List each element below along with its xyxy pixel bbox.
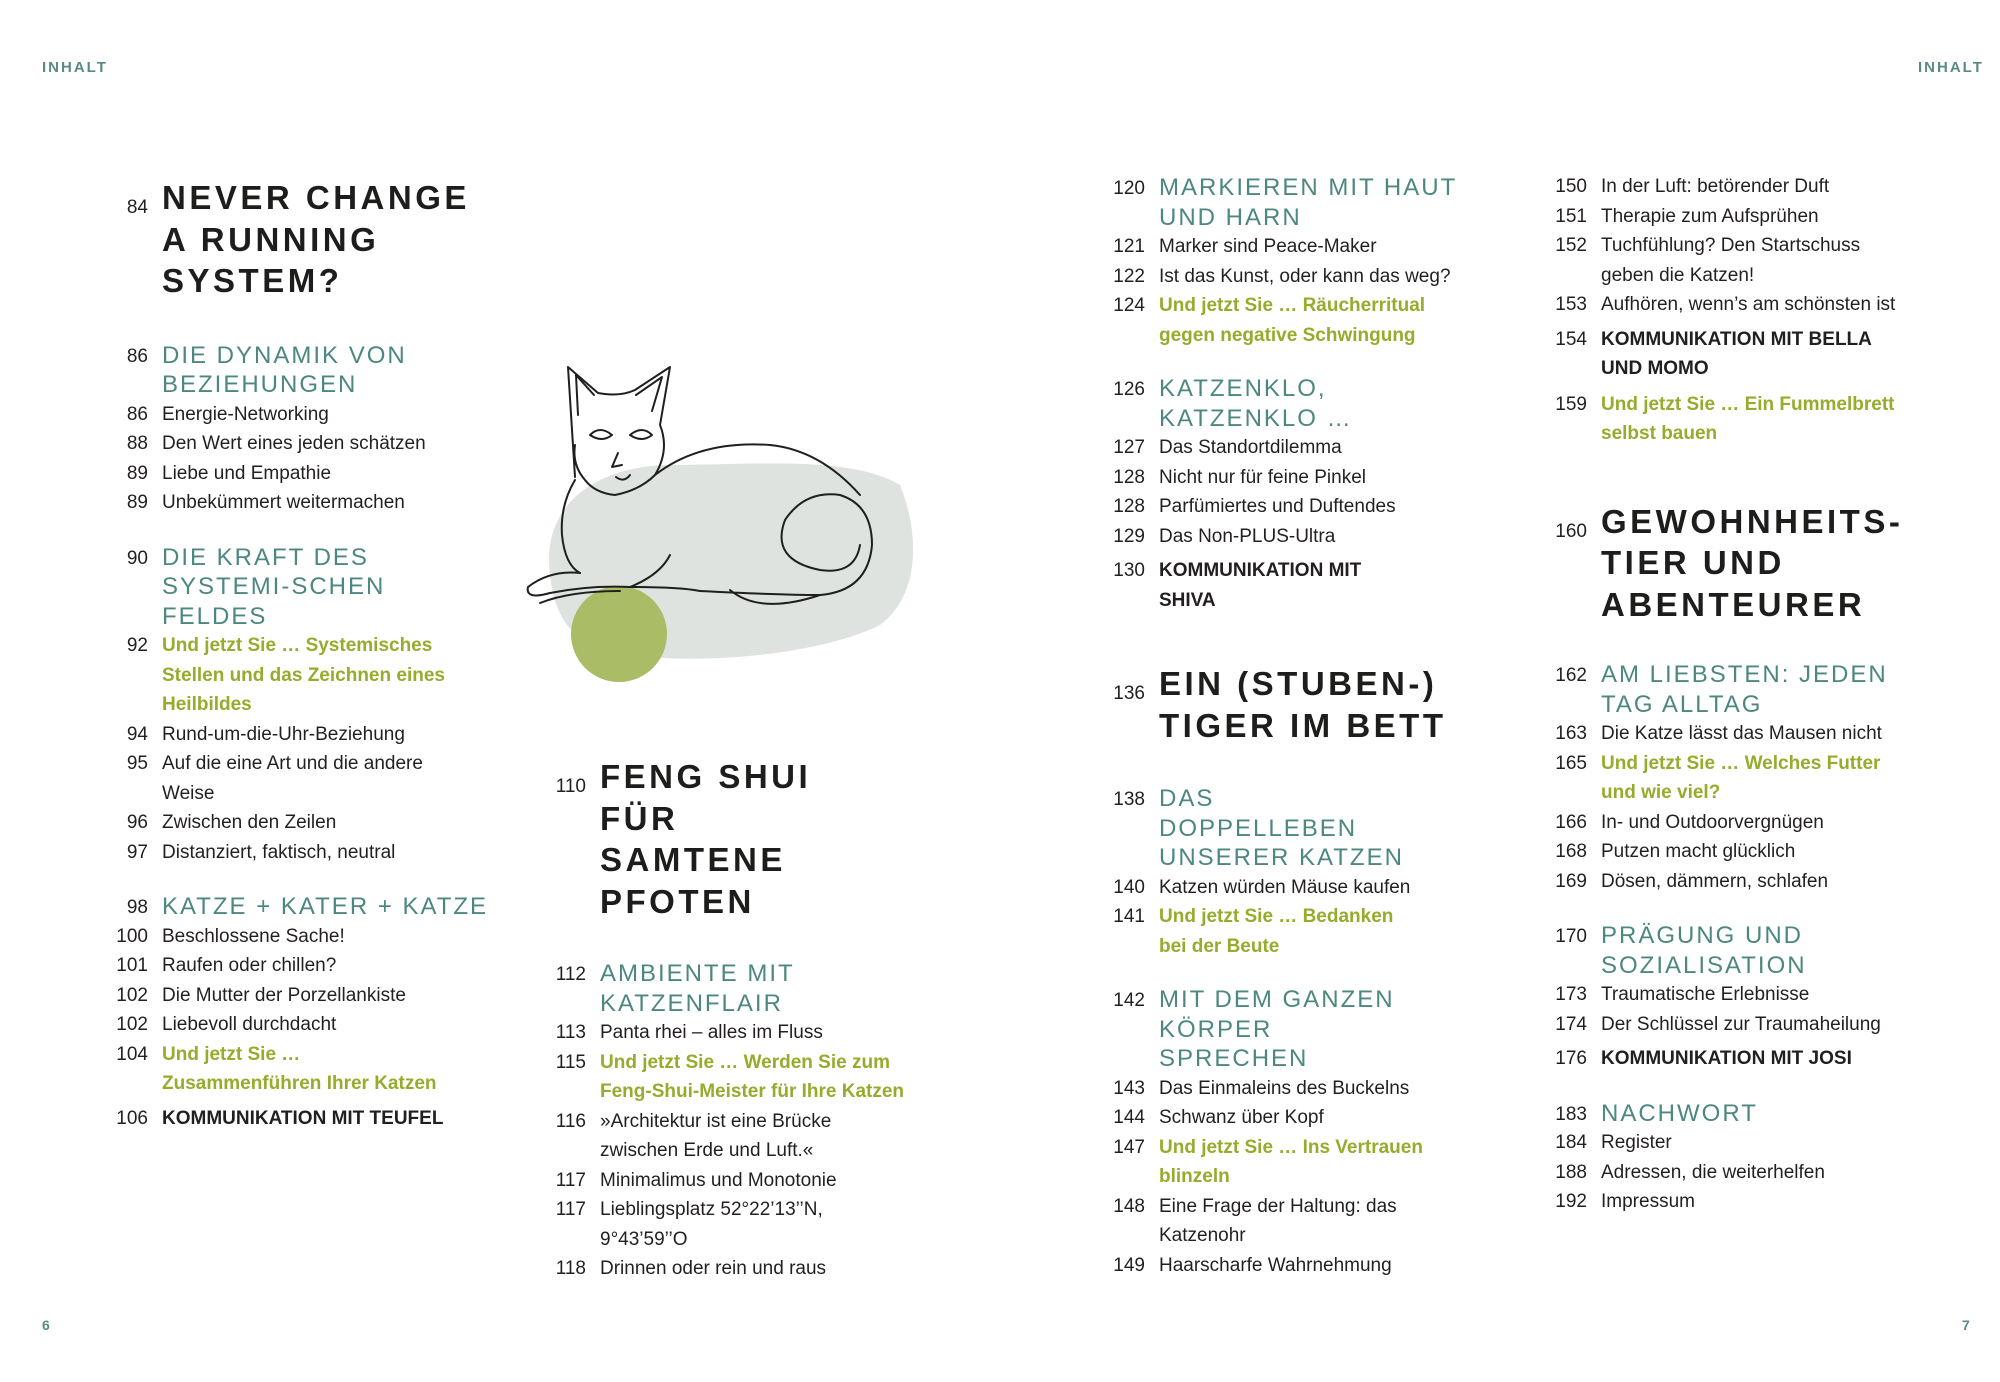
- section-block: [110, 892, 490, 1133]
- section-block: [1107, 985, 1487, 1280]
- section-block: [110, 341, 490, 518]
- entry-text: KOMMUNIKATION MIT SHIVA: [1159, 560, 1362, 611]
- section-heading: [1549, 1099, 1939, 1129]
- entry-text: Ist das Kunst, oder kann das weg?: [1159, 265, 1451, 287]
- chapter-heading: [548, 756, 928, 922]
- page-ref: 144: [1113, 1107, 1145, 1128]
- page-ref: 126: [1113, 379, 1145, 400]
- toc-entry[interactable]: [1107, 873, 1487, 903]
- toc-entry-exercise[interactable]: [1107, 1133, 1487, 1192]
- entry-text: Haarscharfe Wahrnehmung: [1159, 1254, 1392, 1276]
- section-heading: [110, 341, 490, 400]
- entry-text: Beschlossene Sache!: [162, 925, 345, 947]
- entry-text: Drinnen oder rein und raus: [600, 1258, 827, 1279]
- entry-text: KOMMUNIKATION MIT JOSI: [1601, 1048, 1852, 1069]
- page-ref: 153: [1555, 294, 1587, 315]
- running-header-right: INHALT: [1918, 59, 1984, 76]
- page-ref: 136: [1113, 683, 1145, 704]
- page-ref: 174: [1555, 1013, 1587, 1035]
- page-ref: 120: [1113, 178, 1145, 199]
- toc-entry[interactable]: [110, 400, 490, 430]
- entry-text: Parfümiertes und Duftendes: [1159, 496, 1396, 517]
- section-heading: [110, 892, 490, 922]
- entry-text: Energie-Networking: [162, 403, 329, 425]
- page-ref: 102: [116, 984, 148, 1006]
- toc-entry[interactable]: [1549, 1010, 1939, 1040]
- entry-text: Auf die eine Art und die andere Weise: [162, 753, 423, 804]
- page-ref: 128: [1113, 466, 1145, 488]
- toc-entry[interactable]: [1107, 522, 1487, 552]
- entry-text: Die Katze lässt das Mausen nicht: [1601, 723, 1882, 744]
- toc-entry[interactable]: [1107, 262, 1487, 292]
- page-ref: 116: [555, 1110, 586, 1132]
- toc-entry[interactable]: [548, 1018, 928, 1048]
- toc-entry[interactable]: [1107, 492, 1487, 522]
- toc-entry[interactable]: [1549, 837, 1939, 867]
- section-title: MARKIEREN MIT HAUT UND HARN: [1159, 174, 1457, 231]
- section-heading: [1107, 784, 1487, 873]
- page-number-left: 6: [42, 1317, 50, 1333]
- toc-entry-exercise[interactable]: [1549, 390, 1939, 449]
- entry-text: Putzen macht glücklich: [1601, 841, 1796, 862]
- toc-entry-exercise[interactable]: [1549, 749, 1939, 808]
- entry-text: Und jetzt Sie … Welches Futter und wie viel?: [1601, 752, 1881, 803]
- page-ref: 106: [116, 1107, 148, 1129]
- entry-text: Der Schlüssel zur Traumaheilung: [1601, 1013, 1881, 1035]
- section-heading: [1107, 985, 1487, 1074]
- section-title: AMBIENTE MIT KATZENFLAIR: [600, 960, 795, 1017]
- entry-text: Marker sind Peace-Maker: [1159, 236, 1377, 257]
- page-ref: 143: [1113, 1077, 1145, 1099]
- section-title: MIT DEM GANZEN KÖRPER SPRECHEN: [1159, 986, 1395, 1072]
- toc-entry-communication[interactable]: [1107, 556, 1487, 615]
- toc-entry[interactable]: [1549, 719, 1939, 749]
- entry-text: Impressum: [1601, 1191, 1695, 1212]
- page-ref: 166: [1555, 811, 1587, 833]
- page-ref: 159: [1555, 393, 1587, 415]
- section-block: [1549, 660, 1939, 896]
- page-ref: 89: [126, 462, 148, 484]
- section-title: PRÄGUNG UND SOZIALISATION: [1601, 922, 1807, 979]
- toc-entry[interactable]: [1107, 232, 1487, 262]
- section-title: KATZENKLO, KATZENKLO …: [1159, 375, 1353, 432]
- entry-text: Und jetzt Sie … Bedanken bei der Beute: [1159, 906, 1394, 957]
- toc-entry[interactable]: [110, 981, 490, 1011]
- page-ref: 112: [555, 964, 586, 985]
- toc-entry[interactable]: [110, 720, 490, 750]
- section-title: DIE DYNAMIK VON BEZIEHUNGEN: [162, 341, 407, 398]
- entry-text: Distanziert, faktisch, neutral: [162, 841, 396, 863]
- section-title: KATZE + KATER + KATZE: [162, 893, 489, 920]
- page-ref: 102: [116, 1014, 148, 1035]
- toc-entry[interactable]: [1549, 1158, 1939, 1188]
- page-ref: 151: [1555, 205, 1587, 227]
- entry-text: Das Standortdilemma: [1159, 437, 1342, 458]
- section-block: [1107, 173, 1487, 350]
- cat-illustration: [520, 355, 920, 685]
- page-ref: 168: [1555, 841, 1587, 862]
- page-ref: 150: [1555, 176, 1587, 197]
- page-ref: 84: [126, 197, 148, 218]
- page-ref: 89: [126, 492, 148, 513]
- section-heading: [110, 543, 490, 632]
- entry-text: Und jetzt Sie … Räucherritual gegen negative Schwingung: [1159, 295, 1426, 346]
- page-ref: 149: [1113, 1254, 1145, 1276]
- chapter-title: FENG SHUI FÜR SAMTENE PFOTEN: [600, 758, 812, 920]
- page-ref: 154: [1555, 328, 1587, 350]
- toc-entry[interactable]: [1549, 202, 1939, 232]
- entry-text: Panta rhei – alles im Fluss: [600, 1022, 823, 1043]
- toc-entry[interactable]: [1549, 1128, 1939, 1158]
- page-ref: 176: [1555, 1048, 1587, 1069]
- chapter-heading: [1549, 501, 1939, 626]
- entry-text: »Architektur ist eine Brücke zwischen Erde und Luft.«: [600, 1110, 832, 1161]
- entry-text: In der Luft: betörender Duft: [1601, 176, 1830, 197]
- toc-entry[interactable]: [1549, 808, 1939, 838]
- toc-entry-exercise[interactable]: [110, 631, 490, 720]
- page-ref: 140: [1113, 876, 1145, 898]
- entry-text: KOMMUNIKATION MIT BELLA UND MOMO: [1601, 328, 1872, 379]
- section-heading: [1107, 374, 1487, 433]
- toc-entry[interactable]: [1107, 1192, 1487, 1251]
- entry-text: Und jetzt Sie … Ins Vertrauen blinzeln: [1159, 1136, 1423, 1187]
- toc-entry[interactable]: [110, 808, 490, 838]
- entry-text: Eine Frage der Haltung: das Katzenohr: [1159, 1195, 1397, 1246]
- toc-entry[interactable]: [548, 1254, 928, 1284]
- page-ref: 95: [126, 753, 148, 774]
- page-ref: 192: [1555, 1191, 1587, 1212]
- toc-entry[interactable]: [1107, 433, 1487, 463]
- entry-text: Nicht nur für feine Pinkel: [1159, 466, 1366, 488]
- toc-column-2: [548, 756, 928, 1284]
- page-ref: 117: [555, 1169, 586, 1191]
- toc-entry-exercise[interactable]: [548, 1048, 928, 1107]
- page-ref: 86: [126, 345, 148, 367]
- page-ref: 147: [1113, 1136, 1145, 1158]
- entry-text: Rund-um-die-Uhr-Beziehung: [162, 723, 405, 745]
- running-header-left: INHALT: [42, 59, 108, 76]
- entry-text: Und jetzt Sie … Werden Sie zum Feng-Shui-Meister für Ihre Katzen: [600, 1051, 905, 1102]
- entry-text: Zwischen den Zeilen: [162, 812, 337, 833]
- toc-entry-communication[interactable]: [1549, 1044, 1939, 1074]
- entry-text: KOMMUNIKATION MIT TEUFEL: [162, 1107, 444, 1129]
- toc-entry[interactable]: [110, 459, 490, 489]
- page-ref: 184: [1555, 1132, 1587, 1153]
- yarn-ball: [571, 586, 667, 682]
- page-ref: 141: [1113, 906, 1145, 927]
- entry-text: Und jetzt Sie … Ein Fummelbrett selbst bauen: [1601, 393, 1895, 444]
- entry-text: Schwanz über Kopf: [1159, 1107, 1324, 1128]
- section-block: [1107, 784, 1487, 961]
- entry-text: Register: [1601, 1132, 1672, 1153]
- toc-entry[interactable]: [1549, 172, 1939, 202]
- toc-entry[interactable]: [110, 749, 490, 808]
- toc-entry[interactable]: [110, 838, 490, 868]
- section-heading: [1549, 921, 1939, 980]
- entry-text: Aufhören, wenn’s am schönsten ist: [1601, 294, 1896, 315]
- page-ref: 92: [126, 635, 148, 656]
- entry-text: Die Mutter der Porzellankiste: [162, 984, 406, 1006]
- entry-text: Den Wert eines jeden schätzen: [162, 433, 426, 454]
- toc-entry[interactable]: [548, 1166, 928, 1196]
- toc-entry[interactable]: [1549, 290, 1939, 320]
- page-ref: 124: [1113, 295, 1145, 316]
- section-block: [110, 543, 490, 868]
- page-ref: 97: [126, 841, 148, 863]
- page-ref: 94: [126, 723, 148, 745]
- page-ref: 142: [1113, 990, 1145, 1011]
- page-ref: 101: [116, 955, 148, 976]
- page-ref: 160: [1555, 520, 1587, 542]
- page-ref: 170: [1555, 926, 1587, 947]
- entry-text: Minimalimus und Monotonie: [600, 1169, 837, 1191]
- entry-text: Und jetzt Sie … Zusammenführen Ihrer Katzen: [162, 1043, 437, 1094]
- toc-entry[interactable]: [1107, 463, 1487, 493]
- toc-entry[interactable]: [548, 1195, 928, 1254]
- section-block: [1107, 374, 1487, 615]
- page-ref: 165: [1555, 752, 1587, 774]
- toc-entry[interactable]: [110, 1010, 490, 1040]
- page-ref: 100: [116, 925, 148, 947]
- entry-text: Das Non-PLUS-Ultra: [1159, 525, 1336, 547]
- toc-column-4: [1549, 172, 1939, 1217]
- toc-entry[interactable]: [1549, 867, 1939, 897]
- entry-text: Adressen, die weiterhelfen: [1601, 1161, 1825, 1183]
- page-ref: 98: [126, 897, 148, 918]
- section-block: [548, 959, 928, 1284]
- page-ref: 188: [1555, 1161, 1587, 1183]
- page-ref: 183: [1555, 1103, 1587, 1125]
- page-ref: 162: [1555, 665, 1587, 686]
- page-ref: 104: [116, 1043, 148, 1065]
- page-ref: 90: [126, 547, 148, 569]
- section-title: DAS DOPPELLEBEN UNSERER KATZEN: [1159, 785, 1404, 871]
- page-ref: 152: [1555, 235, 1587, 256]
- toc-entry[interactable]: [1549, 980, 1939, 1010]
- page-ref: 113: [555, 1022, 586, 1043]
- toc-entry[interactable]: [110, 488, 490, 518]
- chapter-heading: [1107, 663, 1487, 746]
- page-ref: 88: [126, 433, 148, 454]
- entry-text: Das Einmaleins des Buckelns: [1159, 1077, 1410, 1099]
- toc-entry-exercise[interactable]: [1107, 291, 1487, 350]
- entry-text: Katzen würden Mäuse kaufen: [1159, 876, 1411, 898]
- toc-entry[interactable]: [548, 1107, 928, 1166]
- toc-entry-exercise[interactable]: [1107, 902, 1487, 961]
- page-ref: 173: [1555, 984, 1587, 1005]
- section-block: [1549, 172, 1939, 449]
- section-block: [1549, 1099, 1939, 1217]
- chapter-title: EIN (STUBEN-) TIGER IM BETT: [1159, 665, 1447, 744]
- chapter-title: NEVER CHANGE A RUNNING SYSTEM?: [162, 179, 470, 299]
- page-ref: 129: [1113, 525, 1145, 547]
- entry-text: Lieblingsplatz 52°22’13’’N, 9°43’59’’O: [600, 1199, 823, 1250]
- toc-entry-communication[interactable]: [1549, 325, 1939, 384]
- page-ref: 148: [1113, 1195, 1145, 1217]
- section-heading: [548, 959, 928, 1018]
- toc-entry[interactable]: [1107, 1103, 1487, 1133]
- page-ref: 118: [555, 1258, 586, 1279]
- toc-column-3: [1107, 173, 1487, 1280]
- toc-entry[interactable]: [110, 922, 490, 952]
- page-ref: 130: [1113, 560, 1145, 581]
- toc-entry[interactable]: [1107, 1251, 1487, 1281]
- toc-entry-communication[interactable]: [110, 1104, 490, 1134]
- page-ref: 169: [1555, 870, 1587, 892]
- toc-entry[interactable]: [1549, 231, 1939, 290]
- section-title: DIE KRAFT DES SYSTEMI-SCHEN FELDES: [162, 543, 386, 630]
- entry-text: Traumatische Erlebnisse: [1601, 984, 1810, 1005]
- entry-text: Raufen oder chillen?: [162, 955, 337, 976]
- entry-text: Tuchfühlung? Den Startschuss geben die Katzen!: [1601, 235, 1861, 286]
- toc-entry[interactable]: [110, 429, 490, 459]
- entry-text: In- und Outdoorvergnügen: [1601, 811, 1824, 833]
- toc-entry-exercise[interactable]: [110, 1040, 490, 1099]
- entry-text: Unbekümmert weitermachen: [162, 492, 405, 513]
- entry-text: Und jetzt Sie … Systemisches Stellen und das Zeichnen eines Heilbildes: [162, 635, 445, 715]
- chapter-heading: [110, 177, 490, 302]
- section-heading: [1107, 173, 1487, 232]
- page-ref: 127: [1113, 437, 1145, 458]
- page-ref: 96: [126, 812, 148, 833]
- section-block: [1549, 921, 1939, 1074]
- entry-text: Liebe und Empathie: [162, 462, 332, 484]
- page-ref: 163: [1555, 723, 1587, 744]
- toc-entry[interactable]: [1549, 1187, 1939, 1217]
- page-ref: 115: [555, 1051, 586, 1073]
- toc-entry[interactable]: [1107, 1074, 1487, 1104]
- page-ref: 86: [126, 403, 148, 425]
- page-ref: 138: [1113, 789, 1145, 810]
- toc-entry[interactable]: [110, 951, 490, 981]
- section-title: NACHWORT: [1601, 1099, 1758, 1127]
- section-heading: [1549, 660, 1939, 719]
- entry-text: Dösen, dämmern, schlafen: [1601, 870, 1829, 892]
- page-ref: 121: [1113, 236, 1145, 257]
- chapter-title: GEWOHNHEITS-TIER UND ABENTEURER: [1601, 502, 1904, 623]
- section-title: AM LIEBSTEN: JEDEN TAG ALLTAG: [1601, 661, 1888, 718]
- page-ref: 117: [555, 1199, 586, 1220]
- toc-column-1: [110, 177, 490, 1133]
- entry-text: Liebevoll durchdacht: [162, 1014, 337, 1035]
- page-ref: 128: [1113, 496, 1145, 517]
- entry-text: Therapie zum Aufsprühen: [1601, 205, 1819, 227]
- page-ref: 110: [555, 776, 586, 797]
- page-ref: 122: [1113, 265, 1145, 287]
- page-number-right: 7: [1962, 1317, 1970, 1333]
